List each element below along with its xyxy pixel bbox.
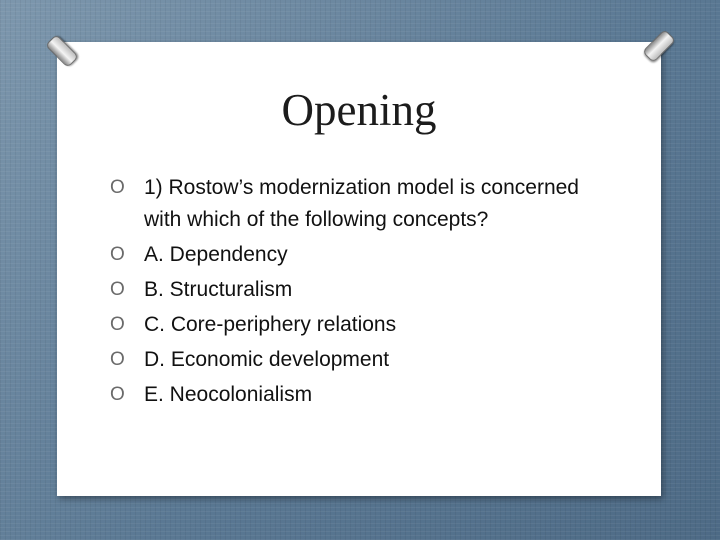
list-item [110, 379, 590, 411]
answer-option-e: E. Neocolonialism [144, 383, 313, 406]
list-item [110, 239, 590, 271]
bullet-marker-icon: O [110, 244, 125, 265]
bullet-marker-icon: O [110, 314, 125, 335]
answer-option-c: C. Core-periphery relations [144, 313, 397, 336]
list-item [110, 274, 590, 306]
list-item [110, 309, 590, 341]
answer-option-b: B. Structuralism [144, 278, 293, 301]
bullet-marker-icon: O [110, 177, 125, 198]
bullet-marker-icon: O [110, 349, 125, 370]
list-item [110, 344, 590, 376]
question-text: 1) Rostow’s modernization model is concerned with which of the following concepts? [144, 176, 579, 231]
slide-title: Opening [281, 85, 437, 135]
bullet-marker-icon: O [110, 384, 125, 405]
answer-option-a: A. Dependency [144, 243, 288, 266]
bullet-marker-icon: O [110, 279, 125, 300]
answer-option-d: D. Economic development [144, 348, 390, 371]
bullet-list [110, 172, 590, 414]
list-item [110, 172, 590, 236]
